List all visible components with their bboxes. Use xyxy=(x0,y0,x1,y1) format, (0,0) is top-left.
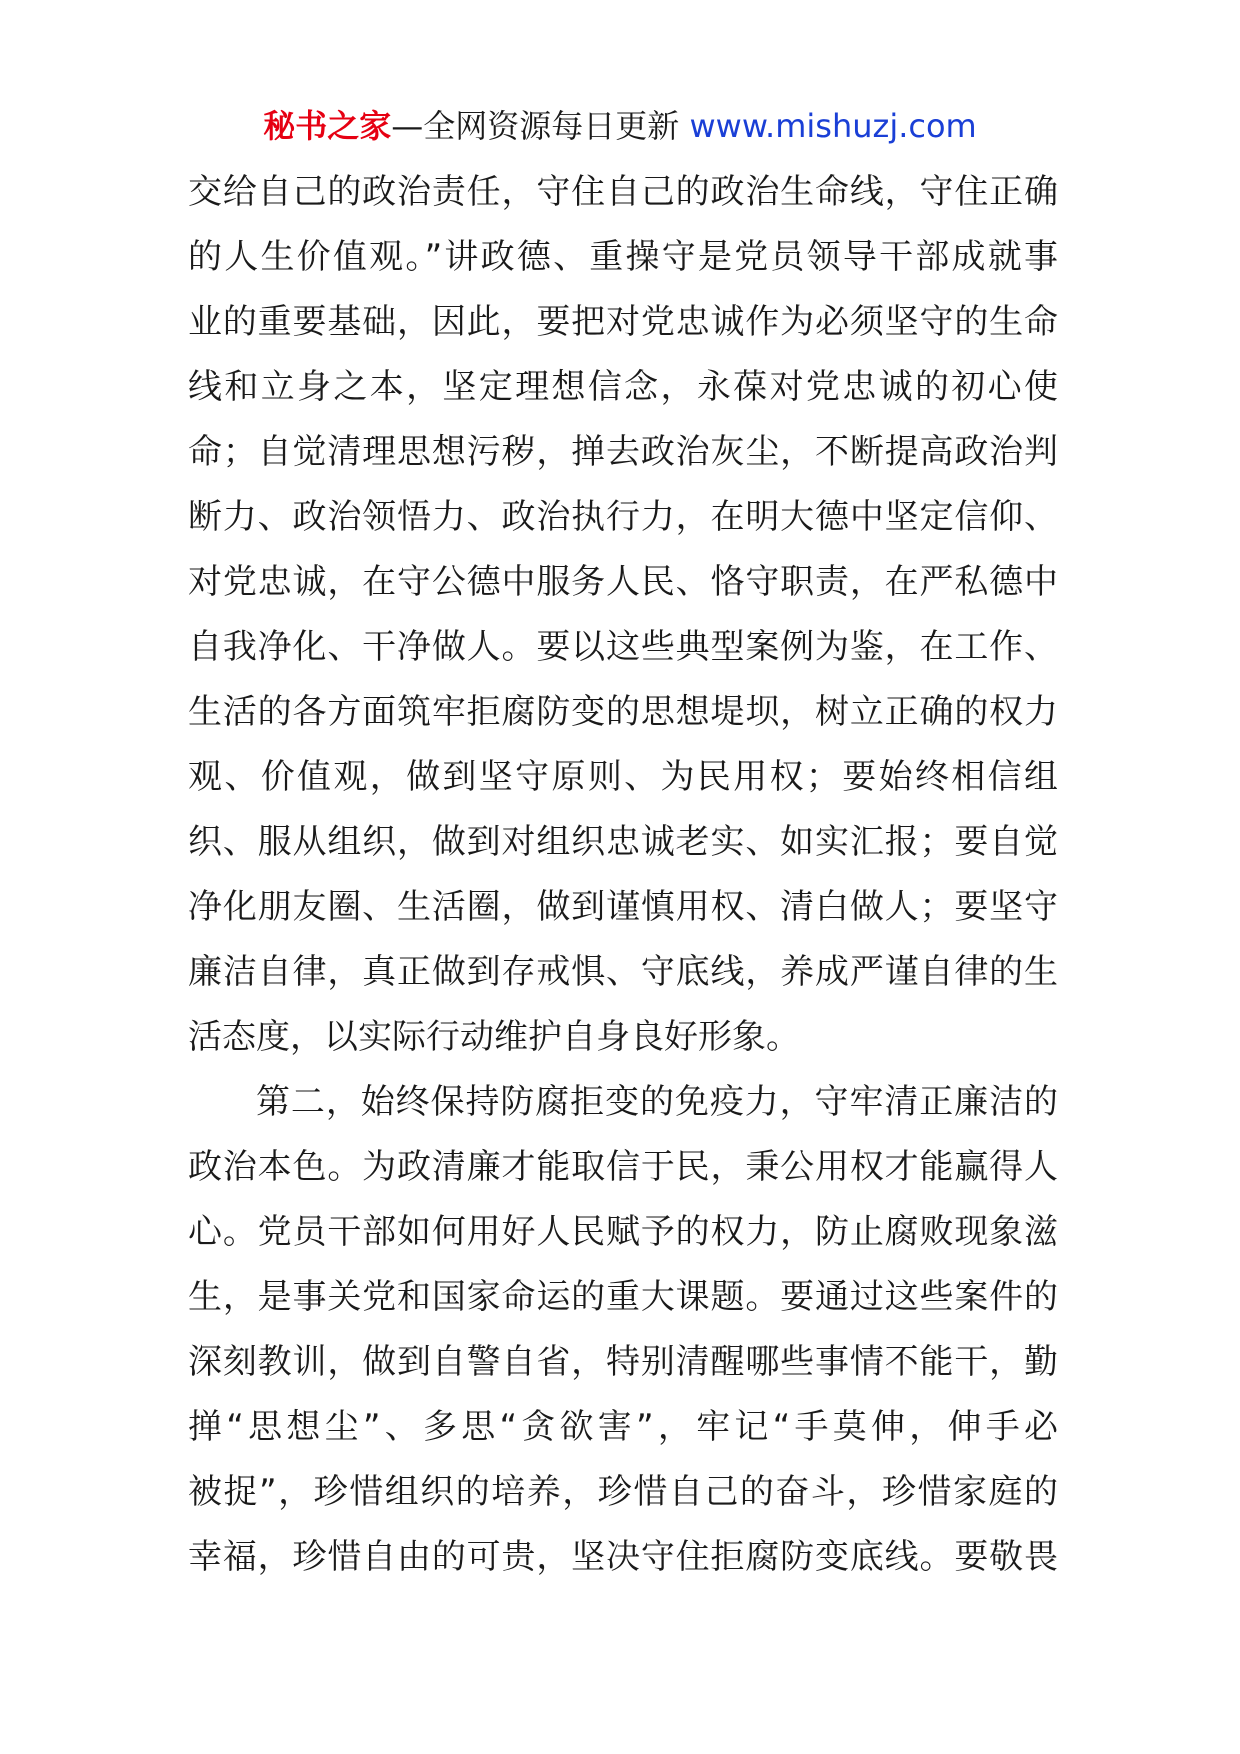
text-line: 对党忠诚，在守公德中服务人民、恪守职责，在严私德中 xyxy=(188,562,1058,602)
text-line: 自我净化、干净做人。要以这些典型案例为鉴，在工作、 xyxy=(188,627,1058,667)
header-slogan: —全网资源每日更新 xyxy=(391,107,690,145)
text-line: 净化朋友圈、生活圈，做到谨慎用权、清白做人；要坚守 xyxy=(188,887,1058,927)
text-line: 观、价值观，做到坚守原则、为民用权；要始终相信组 xyxy=(188,757,1058,797)
text-line: 线和立身之本，坚定理想信念，永葆对党忠诚的初心使 xyxy=(188,367,1058,407)
text-line: 深刻教训，做到自警自省，特别清醒哪些事情不能干，勤 xyxy=(188,1342,1058,1382)
text-line: 生活的各方面筑牢拒腐防变的思想堤坝，树立正确的权力 xyxy=(188,692,1058,732)
text-line: 命；自觉清理思想污秽，掸去政治灰尘，不断提高政治判 xyxy=(188,432,1058,472)
text-line: 活态度，以实际行动维护自身良好形象。 xyxy=(188,1017,800,1057)
text-line: 织、服从组织，做到对组织忠诚老实、如实汇报；要自觉 xyxy=(188,822,1058,862)
text-line: 的人生价值观。”讲政德、重操守是党员领导干部成就事 xyxy=(188,237,1058,277)
text-line: 断力、政治领悟力、政治执行力，在明大德中坚定信仰、 xyxy=(188,497,1058,537)
site-url: www.mishuzj.com xyxy=(689,107,977,145)
text-line: 政治本色。为政清廉才能取信于民，秉公用权才能赢得人 xyxy=(188,1147,1058,1187)
text-line: 交给自己的政治责任，守住自己的政治生命线，守住正确 xyxy=(188,172,1058,212)
document-body xyxy=(188,160,1058,1590)
text-line: 业的重要基础，因此，要把对党忠诚作为必须坚守的生命 xyxy=(188,302,1058,342)
text-line: 廉洁自律，真正做到存戒惧、守底线，养成严谨自律的生 xyxy=(188,952,1058,992)
text-line: 心。党员干部如何用好人民赋予的权力，防止腐败现象滋 xyxy=(188,1212,1058,1252)
text-line: 被捉”，珍惜组织的培养，珍惜自己的奋斗，珍惜家庭的 xyxy=(188,1472,1058,1512)
paragraph-start-line: 第二，始终保持防腐拒变的免疫力，守牢清正廉洁的 xyxy=(256,1082,1058,1122)
text-line: 生，是事关党和国家命运的重大课题。要通过这些案件的 xyxy=(188,1277,1058,1317)
brand-name: 秘书之家 xyxy=(263,107,392,145)
text-line: 掸“思想尘”、多思“贪欲害”，牢记“手莫伸，伸手必 xyxy=(188,1407,1058,1447)
text-line: 幸福，珍惜自由的可贵，坚决守住拒腐防变底线。要敬畏 xyxy=(188,1537,1058,1577)
page-header xyxy=(0,104,1240,148)
